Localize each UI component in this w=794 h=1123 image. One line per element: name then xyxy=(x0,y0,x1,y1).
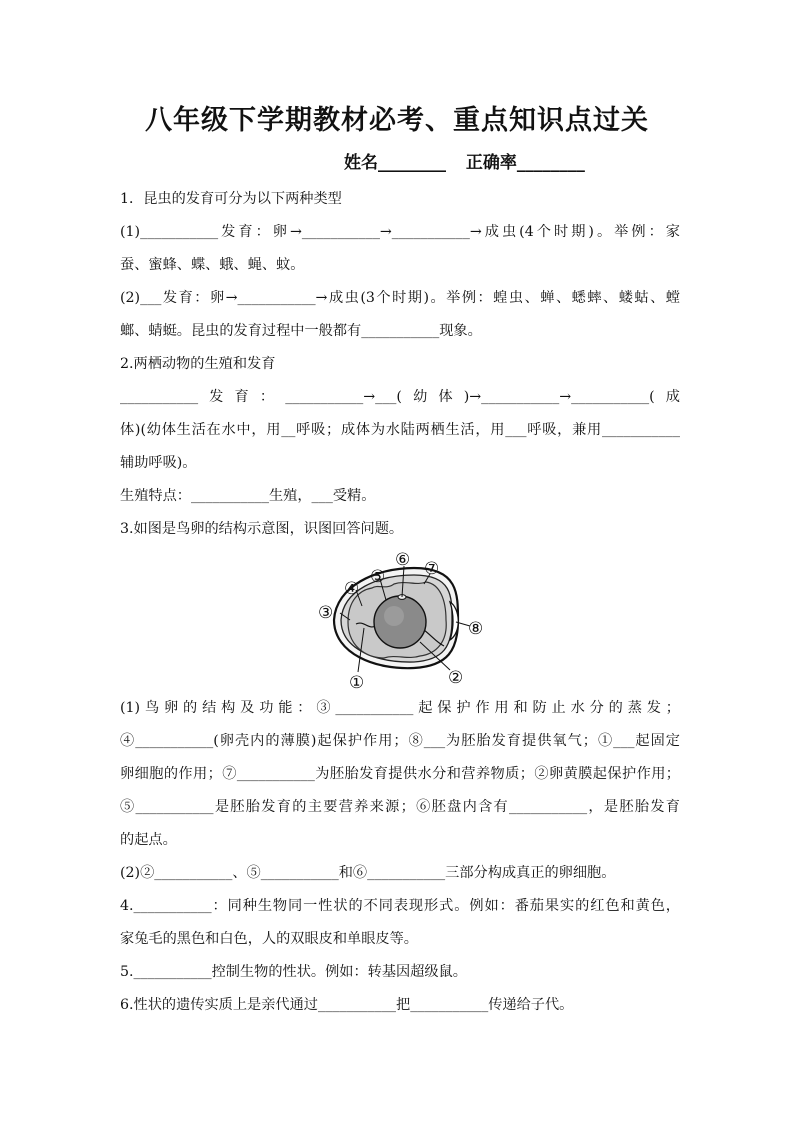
bird-egg-figure xyxy=(120,546,680,692)
label-2: ② xyxy=(448,668,464,688)
q3-line-3: 卵细胞的作用；⑦___________为胚胎发育提供水分和营养物质；②卵黄膜起保护作用； xyxy=(120,766,680,782)
q4-line-2: 家兔毛的黑色和白色，人的双眼皮和单眼皮等。 xyxy=(120,931,418,947)
accuracy-label: 正确率 xyxy=(465,153,517,173)
question-5 xyxy=(120,956,680,989)
q2-line-3: 辅助呼吸)。 xyxy=(120,455,197,471)
question-1 xyxy=(120,183,680,348)
accuracy-blank[interactable]: ________ xyxy=(516,153,585,173)
page-title: 八年级下学期教材必考、重点知识点过关 xyxy=(145,105,649,136)
q3-line-5: 的起点。 xyxy=(120,832,177,848)
q3-line-6: (2)②___________、⑤___________和⑥___________三部分构成真正的卵细胞。 xyxy=(120,865,616,881)
name-blank[interactable]: ________ xyxy=(378,153,446,173)
q1-line-1: (1)___________发育：卵→___________→___________→成虫(4个时期)。举例：家 xyxy=(120,224,680,240)
q1-heading: 1．昆虫的发育可分为以下两种类型 xyxy=(120,191,342,207)
q3-line-4: ⑤___________是胚胎发育的主要营养来源；⑥胚盘内含有___________，是胚胎发育 xyxy=(120,799,680,815)
label-3: ③ xyxy=(318,603,334,623)
q3-line-2: ④___________(卵壳内的薄膜)起保护作用；⑧___为胚胎发育提供氧气；①___起固定 xyxy=(120,733,680,749)
questions-body xyxy=(120,183,680,1022)
question-6 xyxy=(120,989,680,1022)
q3-line-1: (1)鸟卵的结构及功能：③___________起保护作用和防止水分的蒸发； xyxy=(120,700,680,716)
question-2 xyxy=(120,348,680,513)
question-4 xyxy=(120,890,680,956)
q4-line-1: 4.___________：同种生物同一性状的不同表现形式。例如：番茄果实的红色和黄色， xyxy=(120,898,680,914)
bird-egg-diagram xyxy=(316,550,512,690)
q2-line-1: ___________发育：___________→___(幼体)→___________→___________(成 xyxy=(120,389,680,405)
label-8: ⑧ xyxy=(468,619,484,639)
q5-line-1: 5.___________控制生物的性状。例如：转基因超级鼠。 xyxy=(120,964,467,980)
label-5: ⑤ xyxy=(370,567,386,587)
name-label: 姓名 xyxy=(344,153,378,173)
q1-line-2: 蚕、蜜蜂、蝶、蛾、蝇、蚊。 xyxy=(120,257,305,273)
q2-line-4: 生殖特点：___________生殖，___受精。 xyxy=(120,488,376,504)
label-4: ④ xyxy=(344,579,360,599)
label-6: ⑥ xyxy=(395,550,411,570)
q1-line-3: (2)___发育：卵→___________→成虫(3个时期)。举例：蝗虫、蝉、蟋蟀、蝼蛄、螳 xyxy=(120,290,680,306)
name-accuracy-line xyxy=(344,148,585,173)
q2-line-2: 体)(幼体生活在水中，用__呼吸；成体为水陆两栖生活，用___呼吸，兼用___________ xyxy=(120,422,680,438)
label-7: ⑦ xyxy=(424,559,440,579)
q6-line-1: 6.性状的遗传实质上是亲代通过___________把___________传递给子代。 xyxy=(120,997,574,1013)
question-3 xyxy=(120,513,680,890)
label-1: ① xyxy=(349,673,365,690)
q1-line-4: 螂、蜻蜓。昆虫的发育过程中一般都有___________现象。 xyxy=(120,323,482,339)
q2-heading: 2.两栖动物的生殖和发育 xyxy=(120,356,276,372)
q3-heading: 3.如图是鸟卵的结构示意图，识图回答问题。 xyxy=(120,521,404,537)
